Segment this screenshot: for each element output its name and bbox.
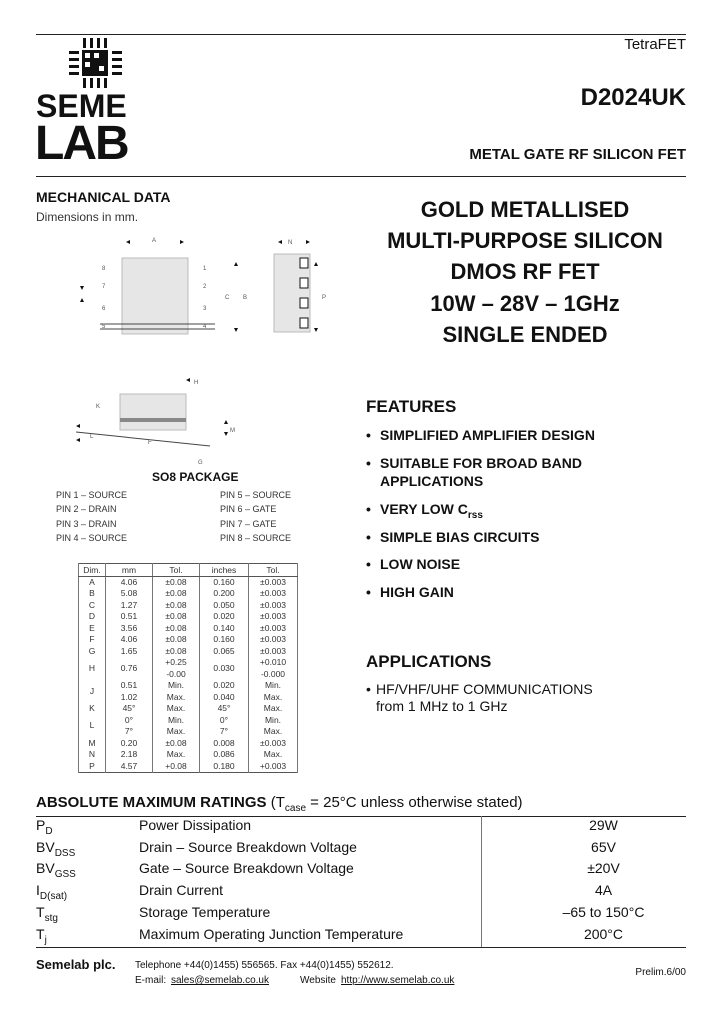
pin-6: PIN 6 – GATE bbox=[220, 504, 277, 514]
table-cell: +0.003 bbox=[249, 761, 298, 773]
table-cell: ±0.08 bbox=[153, 600, 200, 612]
table-cell: F bbox=[79, 634, 106, 646]
table-cell: 1.65 bbox=[106, 646, 153, 658]
pin-4: PIN 4 – SOURCE bbox=[56, 533, 128, 543]
logo-lab: LAB bbox=[35, 117, 128, 170]
table-cell: N bbox=[79, 749, 106, 761]
table-cell: ±0.003 bbox=[249, 646, 298, 658]
footer-company: Semelab plc. bbox=[36, 957, 116, 972]
table-cell: 0.200 bbox=[200, 588, 249, 600]
table-cell: ±0.08 bbox=[153, 576, 200, 588]
table-cell: ±0.003 bbox=[249, 600, 298, 612]
package-drawing bbox=[60, 232, 350, 472]
table-cell: ±0.003 bbox=[249, 588, 298, 600]
rating-symbol: $P_D$ bbox=[36, 817, 53, 837]
table-cell: M bbox=[79, 738, 106, 750]
table-cell: ±0.08 bbox=[153, 588, 200, 600]
feature-text: SUITABLE FOR BROAD BAND bbox=[380, 455, 582, 471]
rating-description: Gate – Source Breakdown Voltage bbox=[139, 860, 354, 877]
applications-line-1: HF/VHF/UHF COMMUNICATIONS bbox=[376, 681, 593, 697]
table-cell: ±0.003 bbox=[249, 576, 298, 588]
pin-8: PIN 8 – SOURCE bbox=[220, 533, 292, 543]
rating-value: 65V bbox=[591, 838, 616, 855]
semelab-logo bbox=[36, 36, 158, 168]
table-cell: 0.086 bbox=[200, 749, 249, 761]
feature-text: HIGH GAIN bbox=[380, 584, 454, 600]
features-heading: FEATURES bbox=[366, 397, 457, 416]
table-cell: 0.76 bbox=[106, 657, 153, 680]
table-cell: 0.160 bbox=[200, 634, 249, 646]
applications-line-2: from 1 MHz to 1 GHz bbox=[376, 698, 508, 714]
table-cell: ±0.08 bbox=[153, 611, 200, 623]
col-tol-mm: Tol. bbox=[153, 564, 200, 577]
table-cell: +0.25 -0.00 bbox=[153, 657, 200, 680]
table-row bbox=[79, 576, 298, 588]
table-row bbox=[79, 588, 298, 600]
table-cell: G bbox=[79, 646, 106, 658]
rating-value: 4A bbox=[594, 882, 613, 899]
pin-5: PIN 5 – SOURCE bbox=[220, 490, 292, 500]
table-row bbox=[79, 703, 298, 715]
rating-row bbox=[36, 904, 686, 926]
table-cell: 3.56 bbox=[106, 623, 153, 635]
table-cell: ±0.08 bbox=[153, 623, 200, 635]
table-cell: H bbox=[79, 657, 106, 680]
table-cell: K bbox=[79, 703, 106, 715]
table-cell: 0° 7° bbox=[106, 715, 153, 738]
svg-text:N: N bbox=[288, 240, 293, 246]
title-line-5: SINGLE ENDED bbox=[442, 322, 608, 347]
table-cell: 0° 7° bbox=[200, 715, 249, 738]
table-cell: 1.27 bbox=[106, 600, 153, 612]
svg-text:3: 3 bbox=[203, 306, 207, 312]
footer-phone: Telephone +44(0)1455) 556565. Fax +44(0)1455) 552612. bbox=[135, 960, 394, 971]
rating-description: Drain – Source Breakdown Voltage bbox=[139, 838, 357, 855]
table-row bbox=[79, 738, 298, 750]
col-mm: mm bbox=[106, 564, 153, 577]
feature-text: SIMPLE BIAS CIRCUITS bbox=[380, 529, 540, 545]
rating-row bbox=[36, 926, 686, 948]
rating-row bbox=[36, 882, 686, 904]
table-cell: 5.08 bbox=[106, 588, 153, 600]
rating-symbol: $I_{D(sat)}$ bbox=[36, 882, 68, 902]
table-cell: Min. Max. bbox=[249, 680, 298, 703]
table-cell: Max. bbox=[153, 749, 200, 761]
svg-text:C: C bbox=[225, 295, 230, 301]
part-number: D2024UK bbox=[580, 84, 686, 111]
subtitle: METAL GATE RF SILICON FET bbox=[469, 146, 686, 163]
feature-text: LOW NOISE bbox=[380, 556, 461, 572]
table-cell: D bbox=[79, 611, 106, 623]
mechanical-heading: MECHANICAL DATA bbox=[36, 189, 171, 205]
table-cell: L bbox=[79, 715, 106, 738]
table-cell: ±0.08 bbox=[153, 738, 200, 750]
rating-symbol: $BV_{DSS}$ bbox=[36, 838, 76, 859]
table-cell: 0.020 bbox=[200, 611, 249, 623]
title-line-4: 10W – 28V – 1GHz bbox=[430, 291, 620, 316]
rating-symbol: $BV_{GSS}$ bbox=[36, 860, 76, 881]
svg-text:L: L bbox=[90, 434, 94, 440]
svg-text:A: A bbox=[152, 238, 157, 244]
table-cell: Max. bbox=[153, 703, 200, 715]
table-cell: ±0.08 bbox=[153, 634, 200, 646]
svg-text:5: 5 bbox=[102, 324, 106, 330]
table-cell: 0.030 bbox=[200, 657, 249, 680]
feature-text: APPLICATIONS bbox=[380, 473, 484, 489]
table-cell: 0.20 bbox=[106, 738, 153, 750]
table-cell: 0.008 bbox=[200, 738, 249, 750]
applications-bullet: • bbox=[366, 681, 371, 697]
table-cell: 2.18 bbox=[106, 749, 153, 761]
table-row bbox=[79, 634, 298, 646]
table-cell: 0.065 bbox=[200, 646, 249, 658]
ratings-heading-line bbox=[36, 794, 523, 814]
brand-tetrafet: TetraFET bbox=[624, 36, 686, 53]
table-cell: +0.08 bbox=[153, 761, 200, 773]
rating-value: –65 to 150°C bbox=[562, 903, 645, 920]
col-inches: inches bbox=[200, 564, 249, 577]
ratings-condition: ($T_{case} = 25^\circ C$ unless otherwise stated) bbox=[270, 794, 523, 814]
table-cell: B bbox=[79, 588, 106, 600]
table-row bbox=[79, 715, 298, 738]
rating-description: Power Dissipation bbox=[139, 817, 252, 833]
table-cell: +0.010 -0.000 bbox=[249, 657, 298, 680]
rating-symbol: $T_j$ bbox=[36, 925, 47, 946]
table-row bbox=[79, 600, 298, 612]
rating-symbol: $T_{stg}$ bbox=[36, 903, 58, 924]
ratings-heading: ABSOLUTE MAXIMUM RATINGS bbox=[36, 794, 267, 811]
rating-value: ±20V bbox=[587, 860, 620, 877]
dimensions-header-row bbox=[79, 564, 298, 577]
title-line-2: MULTI-PURPOSE SILICON bbox=[387, 228, 663, 253]
svg-text:F: F bbox=[148, 440, 152, 446]
table-cell: C bbox=[79, 600, 106, 612]
col-dim: Dim. bbox=[79, 564, 106, 577]
table-cell: 0.160 bbox=[200, 576, 249, 588]
table-cell: 0.140 bbox=[200, 623, 249, 635]
table-cell: P bbox=[79, 761, 106, 773]
dims-note: Dimensions in mm. bbox=[36, 210, 139, 224]
table-cell: 0.020 0.040 bbox=[200, 680, 249, 703]
table-cell: 0.51 1.02 bbox=[106, 680, 153, 703]
footer-email-link[interactable]: sales@semelab.co.uk bbox=[171, 975, 269, 986]
svg-text:B: B bbox=[243, 295, 248, 301]
table-cell: 45° bbox=[106, 703, 153, 715]
table-cell: ±0.003 bbox=[249, 611, 298, 623]
table-cell: 4.57 bbox=[106, 761, 153, 773]
logo-grid-icon bbox=[36, 36, 158, 96]
logo-seme: SEME bbox=[36, 88, 127, 124]
dimensions-body bbox=[79, 576, 298, 773]
pin-1: PIN 1 – SOURCE bbox=[56, 490, 128, 500]
table-cell: 0.050 bbox=[200, 600, 249, 612]
table-row bbox=[79, 657, 298, 680]
table-cell: ±0.003 bbox=[249, 623, 298, 635]
dimensions-table bbox=[78, 563, 298, 773]
table-cell: A bbox=[79, 576, 106, 588]
table-cell: ±0.003 bbox=[249, 634, 298, 646]
footer-website-label: Website bbox=[300, 975, 336, 986]
ratings-rule-bottom bbox=[36, 947, 686, 948]
footer-website-link[interactable]: http://www.semelab.co.uk bbox=[341, 975, 455, 986]
table-row bbox=[79, 749, 298, 761]
svg-text:G: G bbox=[198, 460, 203, 466]
table-cell: ±0.003 bbox=[249, 738, 298, 750]
table-cell: 4.06 bbox=[106, 634, 153, 646]
svg-text:8: 8 bbox=[102, 266, 106, 272]
svg-text:2: 2 bbox=[203, 284, 207, 290]
svg-text:6: 6 bbox=[102, 306, 106, 312]
rating-row bbox=[36, 817, 686, 839]
svg-text:1: 1 bbox=[203, 266, 207, 272]
rating-description: Storage Temperature bbox=[139, 903, 271, 920]
rating-description: Maximum Operating Junction Temperature bbox=[139, 925, 404, 942]
footer-prelim: Prelim.6/00 bbox=[635, 967, 686, 978]
table-cell: E bbox=[79, 623, 106, 635]
table-cell: Min. Max. bbox=[153, 680, 200, 703]
rating-row bbox=[36, 860, 686, 882]
pin-7: PIN 7 – GATE bbox=[220, 519, 277, 529]
header-rule-bottom bbox=[36, 176, 686, 177]
title-line-3: DMOS RF FET bbox=[450, 259, 600, 284]
table-cell: 0.51 bbox=[106, 611, 153, 623]
rating-description: Drain Current bbox=[139, 882, 224, 899]
table-cell: 4.06 bbox=[106, 576, 153, 588]
rating-value: 200°C bbox=[583, 925, 624, 942]
table-cell: ±0.08 bbox=[153, 646, 200, 658]
table-cell: 45° bbox=[200, 703, 249, 715]
table-cell: Min. Max. bbox=[153, 715, 200, 738]
pin-3: PIN 3 – DRAIN bbox=[56, 519, 117, 529]
rating-value: 29W bbox=[589, 817, 618, 833]
applications-heading: APPLICATIONS bbox=[366, 652, 492, 671]
table-cell: Min. Max. bbox=[249, 715, 298, 738]
pin-2: PIN 2 – DRAIN bbox=[56, 504, 117, 514]
rating-row bbox=[36, 839, 686, 861]
title-line-1: GOLD METALLISED bbox=[420, 197, 630, 222]
table-cell: Max. bbox=[249, 703, 298, 715]
svg-text:4: 4 bbox=[203, 324, 207, 330]
table-row bbox=[79, 611, 298, 623]
header-rule-top bbox=[36, 34, 686, 35]
col-tol-in: Tol. bbox=[249, 564, 298, 577]
svg-text:7: 7 bbox=[102, 284, 106, 290]
svg-text:H: H bbox=[194, 380, 199, 386]
svg-text:M: M bbox=[230, 428, 235, 434]
table-row bbox=[79, 680, 298, 703]
table-cell: Max. bbox=[249, 749, 298, 761]
feature-text: VERY LOW $C_{rss}$ bbox=[380, 501, 483, 521]
svg-text:K: K bbox=[96, 404, 101, 410]
svg-text:P: P bbox=[322, 295, 327, 301]
table-row bbox=[79, 761, 298, 773]
table-cell: 0.180 bbox=[200, 761, 249, 773]
table-cell: J bbox=[79, 680, 106, 703]
table-row bbox=[79, 623, 298, 635]
footer-email-label: E-mail: bbox=[135, 975, 167, 986]
table-row bbox=[79, 646, 298, 658]
feature-text: SIMPLIFIED AMPLIFIER DESIGN bbox=[380, 427, 595, 443]
package-label: SO8 PACKAGE bbox=[152, 470, 239, 484]
